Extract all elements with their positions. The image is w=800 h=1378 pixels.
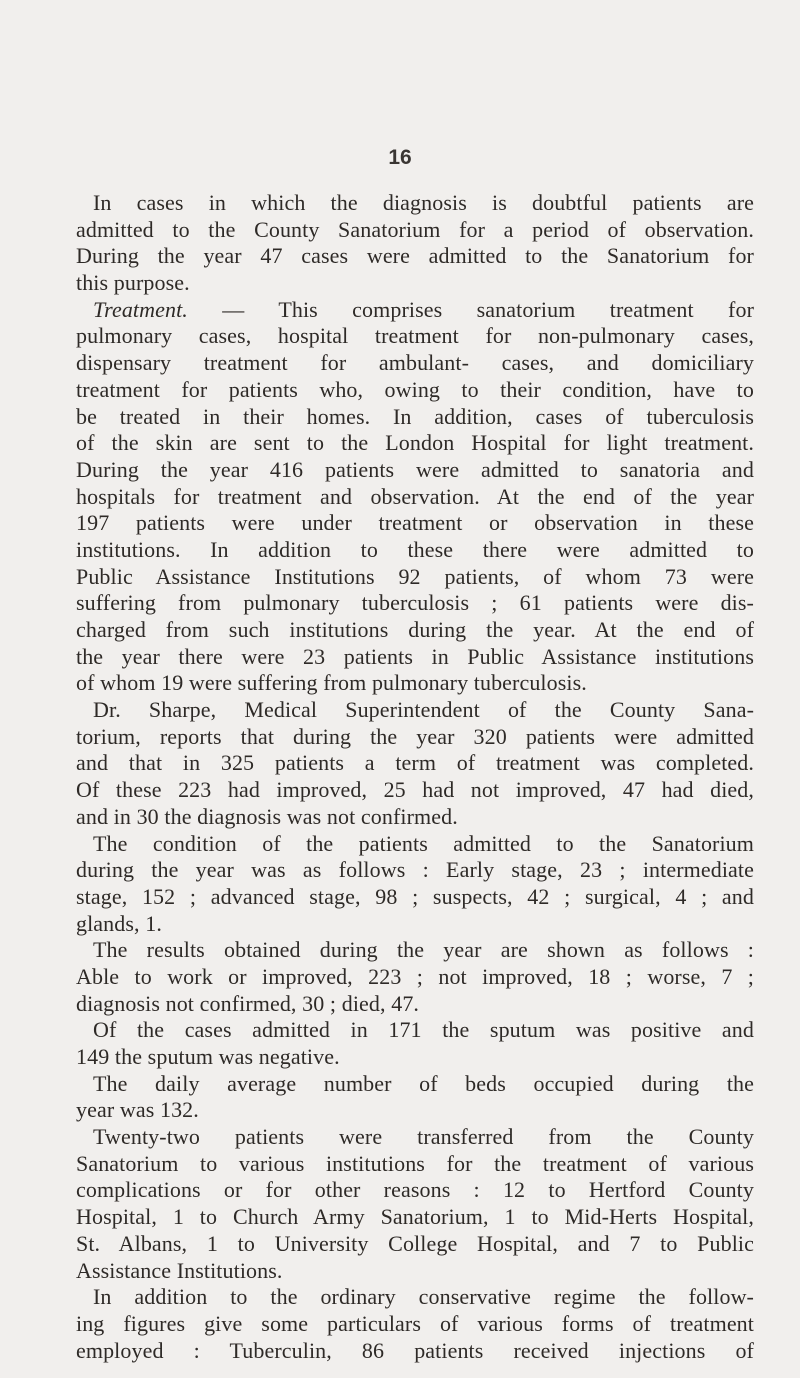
text-line: St. Albans, 1 to University College Hospital, and 7 to Public: [76, 1230, 754, 1256]
text-line: institutions. In addition to these there were admitted to: [76, 536, 754, 562]
text-line: this purpose.: [76, 270, 190, 296]
text-line: Sanatorium to various institutions for the treatment of various: [76, 1150, 754, 1176]
paragraph-superintendent-report: [76, 697, 754, 830]
text-run: — This comprises sanatorium treatment for: [187, 296, 754, 322]
text-line: Assistance Institutions.: [76, 1257, 283, 1283]
text-line: [76, 297, 754, 324]
document-body: [76, 190, 754, 1364]
page-number: 16: [388, 146, 412, 169]
text-line: During the year 47 cases were admitted to the Sanatorium for: [76, 243, 754, 269]
text-line: Dr. Sharpe, Medical Superintendent of the County Sana-: [93, 697, 754, 723]
text-line: charged from such institutions during the year. At the end of: [76, 617, 754, 642]
text-line: In addition to the ordinary conservative regime the follow-: [93, 1284, 754, 1310]
text-line: treatment for patients who, owing to their condition, have to: [76, 376, 754, 402]
text-line: glands, 1.: [76, 910, 162, 936]
text-line: The daily average number of beds occupied during the: [93, 1070, 754, 1096]
text-line: during the year was as follows : Early stage, 23 ; intermediate: [76, 857, 754, 883]
text-line: diagnosis not confirmed, 30 ; died, 47.: [76, 990, 420, 1016]
text-line: The results obtained during the year are shown as follows :: [93, 937, 754, 963]
text-line: Twenty-two patients were transferred from the County: [93, 1124, 754, 1150]
text-line: hospitals for treatment and observation. At the end of the year: [76, 483, 754, 509]
text-line: Able to work or improved, 223 ; not improved, 18 ; worse, 7 ;: [76, 963, 754, 989]
text-line: the year there were 23 patients in Public Assistance institutions: [76, 643, 754, 669]
text-line: employed : Tuberculin, 86 patients received injections of: [76, 1337, 754, 1363]
text-line: of the skin are sent to the London Hospital for light treatment.: [76, 430, 754, 456]
paragraph-other-treatment: [76, 1284, 754, 1364]
text-line: Hospital, 1 to Church Army Sanatorium, 1 to Mid-Herts Hospital,: [76, 1204, 754, 1230]
paragraph-results: [76, 937, 754, 1017]
text-line: suffering from pulmonary tuberculosis ; 61 patients were dis-: [76, 590, 754, 616]
paragraph-transfers: [76, 1124, 754, 1284]
paragraph-observation: [76, 190, 754, 297]
text-line: dispensary treatment for ambulant- cases, and domiciliary: [76, 350, 754, 376]
text-line: 149 the sputum was negative.: [76, 1044, 340, 1069]
text-line: of whom 19 were suffering from pulmonary tuberculosis.: [76, 670, 587, 696]
text-line: The condition of the patients admitted to the Sanatorium: [93, 830, 754, 856]
paragraph-beds-occupied: [76, 1071, 754, 1124]
text-line: and in 30 the diagnosis was not confirmed.: [76, 803, 458, 829]
text-line: Of the cases admitted in 171 the sputum was positive and: [93, 1017, 754, 1043]
text-line: Of these 223 had improved, 25 had not improved, 47 had died,: [76, 777, 754, 803]
text-line: complications or for other reasons : 12 to Hertford County: [76, 1177, 754, 1203]
text-line: be treated in their homes. In addition, cases of tuberculosis: [76, 403, 754, 429]
text-line: pulmonary cases, hospital treatment for non-pulmonary cases,: [76, 323, 754, 349]
text-line: and that in 325 patients a term of treatment was completed.: [76, 750, 754, 776]
text-line: stage, 152 ; advanced stage, 98 ; suspects, 42 ; surgical, 4 ; and: [76, 883, 754, 909]
text-line: In cases in which the diagnosis is doubtful patients are: [93, 190, 754, 215]
text-line: year was 132.: [76, 1097, 199, 1123]
section-heading-treatment: Treatment.: [93, 296, 188, 322]
text-line: 197 patients were under treatment or observation in these: [76, 510, 754, 536]
text-line: Public Assistance Institutions 92 patients, of whom 73 were: [76, 563, 754, 589]
paragraph-condition-on-admission: [76, 831, 754, 938]
text-line: During the year 416 patients were admitted to sanatoria and: [76, 456, 754, 482]
text-line: admitted to the County Sanatorium for a period of observation.: [76, 216, 754, 242]
text-line: torium, reports that during the year 320 patients were admitted: [76, 723, 754, 749]
paragraph-treatment: [76, 297, 754, 697]
paragraph-sputum: [76, 1017, 754, 1070]
text-line: ing figures give some particulars of various forms of treatment: [76, 1310, 754, 1336]
